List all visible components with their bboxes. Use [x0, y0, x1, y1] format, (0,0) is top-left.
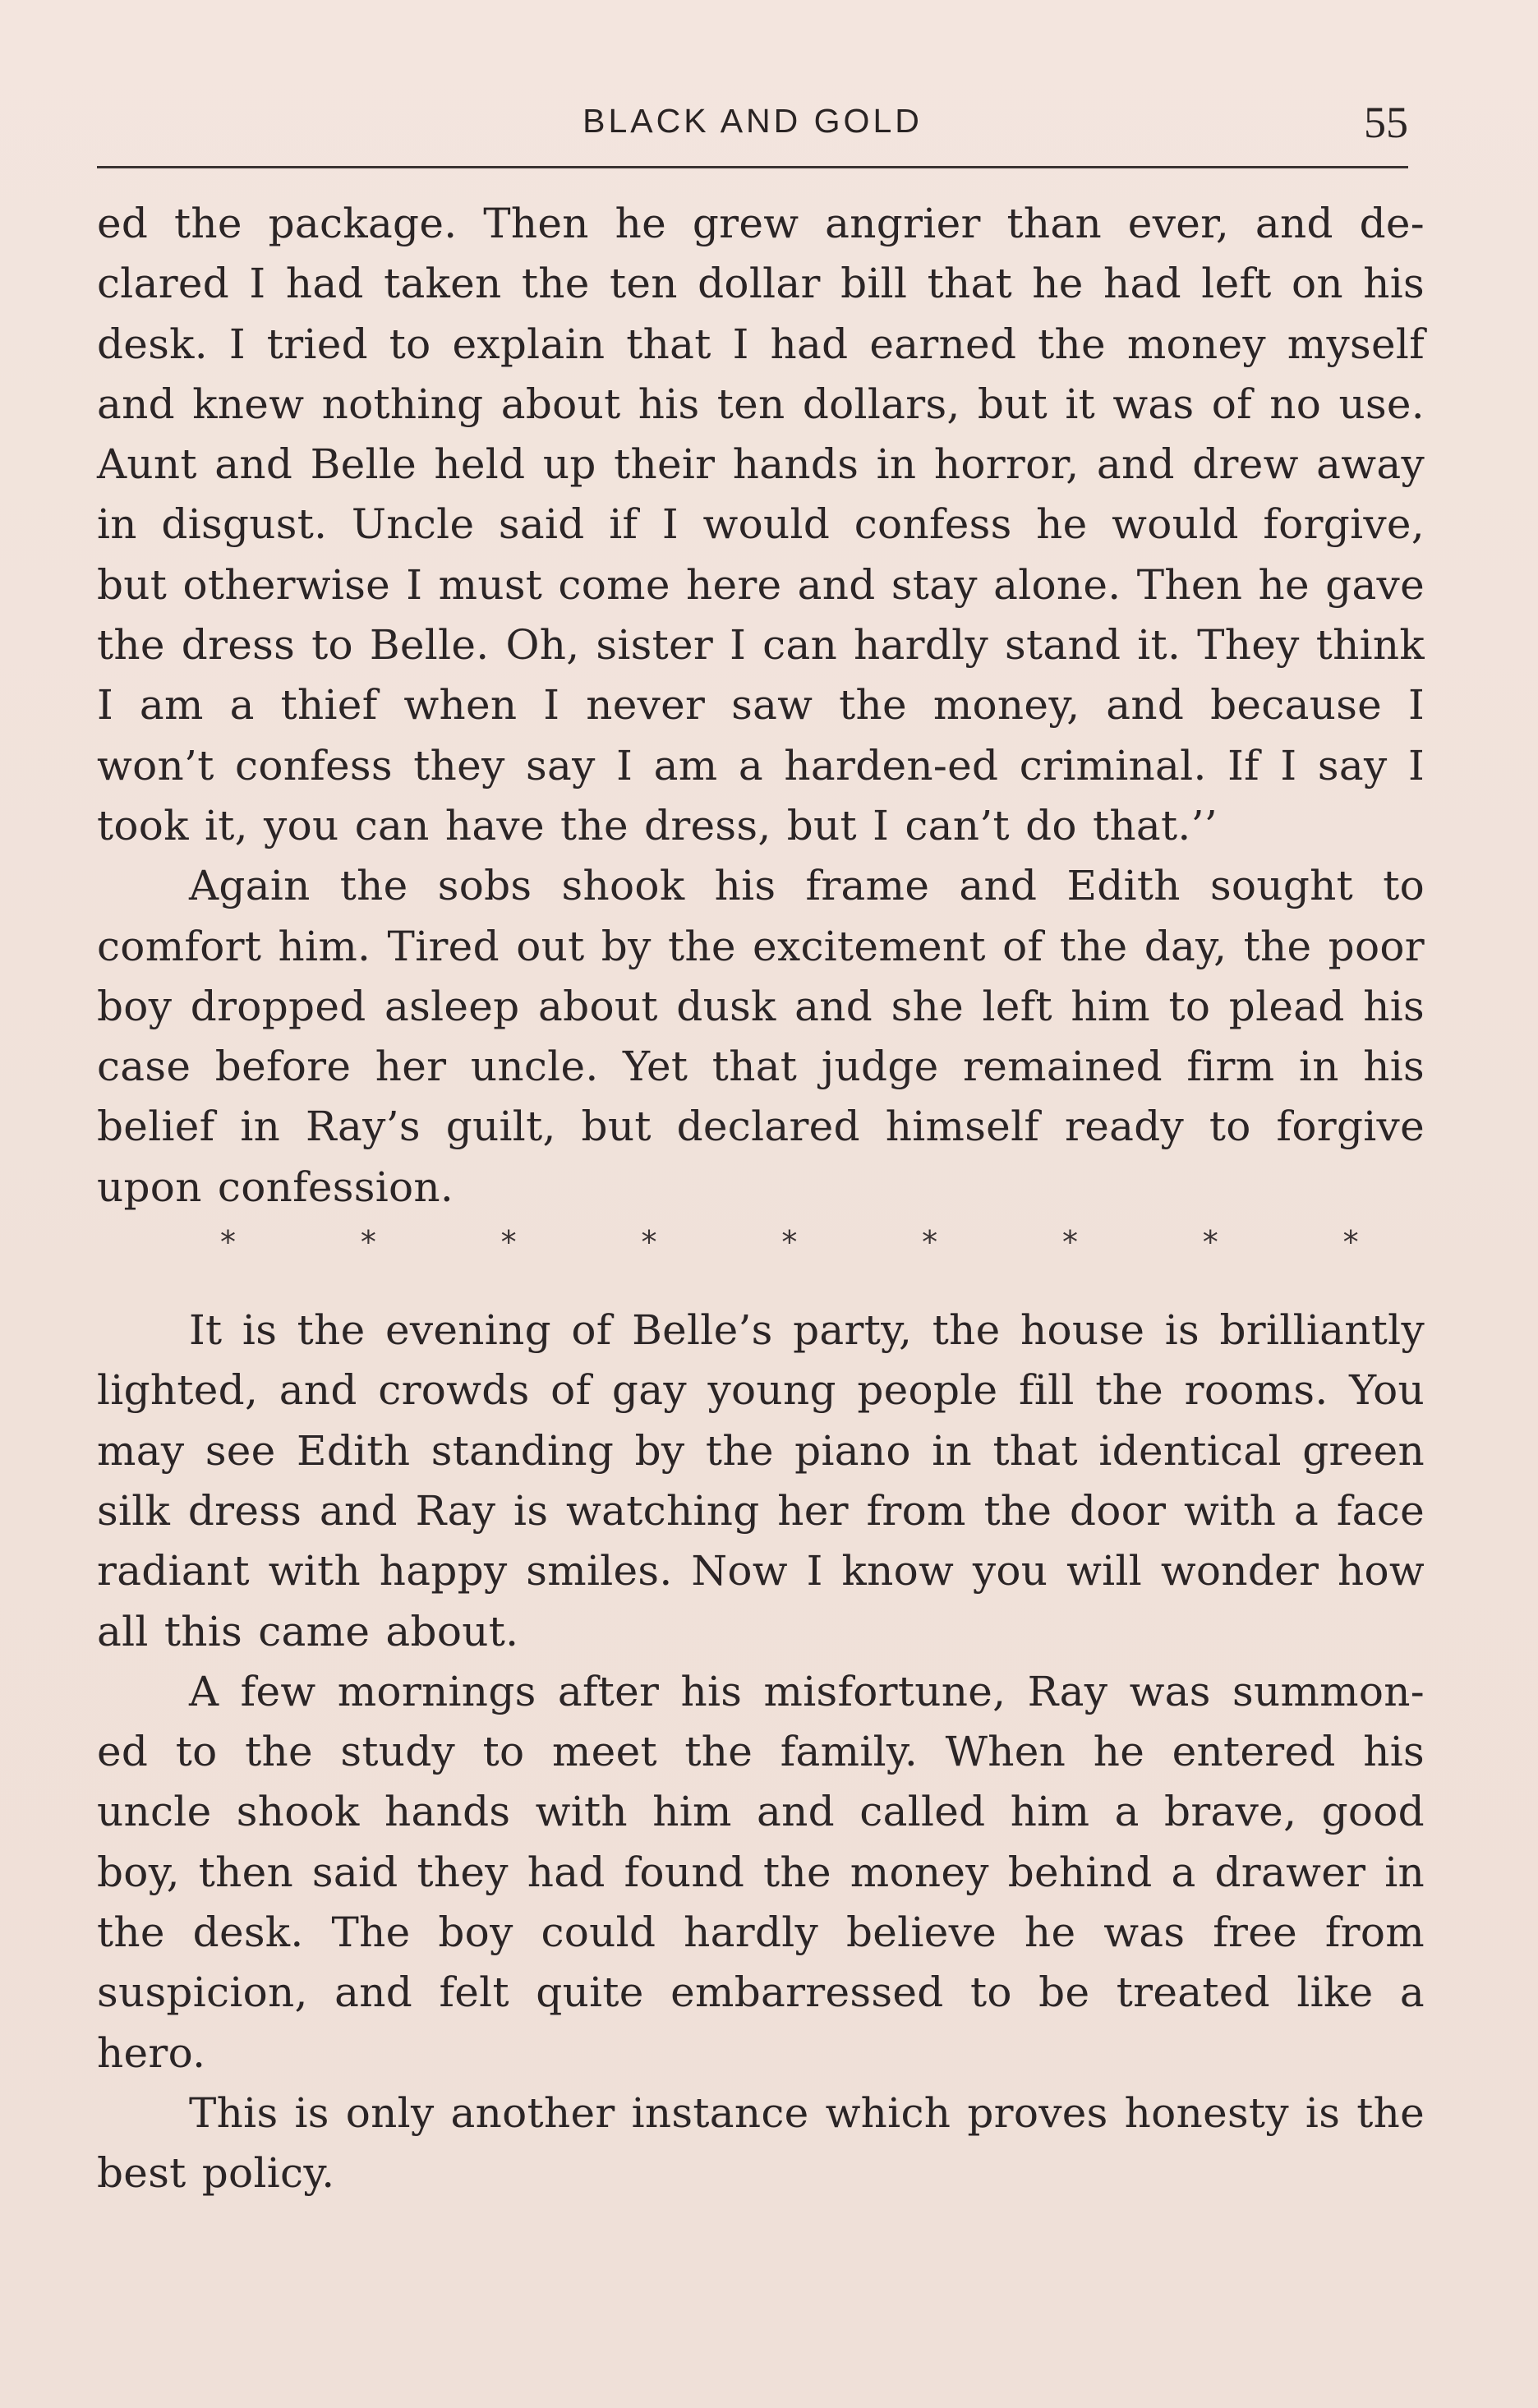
separator-asterisk: * [922, 1224, 938, 1261]
separator-asterisk: * [641, 1224, 657, 1261]
separator-asterisk: * [1342, 1224, 1359, 1261]
paragraph-belles-party: It is the evening of Belle’s party, the house is brilliantly lighted, and crowds of gay young people fill the rooms. You may see Edith standing by the piano in that identical green silk dress and Ray is watching her from the door with a face radiant with happy smiles. Now I know you will wonder how all this came about. [97, 1306, 1425, 1655]
page-number: 55 [1364, 98, 1408, 147]
separator-asterisk: * [220, 1224, 237, 1261]
separator-asterisk: * [360, 1224, 377, 1261]
running-title: BLACK AND GOLD [583, 102, 923, 140]
separator-asterisk: * [1061, 1224, 1079, 1261]
paragraph-continuation: ed the package. Then he grew angrier than ever, and de-clared I had taken the ten dollar bill that he had left on his desk. I tried to explain that I had earned the money myself and knew nothing about his ten dollars, but it was of no use. Aunt and Belle held up their hands in horror, and drew away in disgust. Uncle said if I would confess he would forgive, but otherwise I must come here and stay alone. Then he gave the dress to Belle. Oh, sister I can hardly stand it. They think I am a thief when I never saw the money, and because I won’t confess they say I am a harden-ed criminal. If I say I took it, you can have the dress, but I can’t do that.’’ [97, 200, 1425, 849]
header-rule [97, 166, 1408, 168]
paragraph-few-mornings: A few mornings after his misfortune, Ray was summon-ed to the study to meet the family. When he entered his uncle shook hands with him and called him a brave, good boy, then said they had found the money behind a drawer in the desk. The boy could hardly believe he was free from suspicion, and felt quite embarressed to be treated like a hero. [97, 1667, 1425, 2077]
section-separator [97, 1218, 1425, 1301]
separator-asterisk: * [781, 1224, 798, 1261]
running-head [97, 97, 1408, 163]
separator-asterisk: * [500, 1224, 517, 1261]
paragraph-honesty-policy: This is only another instance which proves honesty is the best policy. [97, 2088, 1425, 2198]
body-text [97, 194, 1425, 2204]
paragraph-again-the-sobs: Again the sobs shook his frame and Edith sought to comfort him. Tired out by the excitement of the day, the poor boy dropped asleep about dusk and she left him to plead his case before her uncle. Yet that judge remained firm in his belief in Ray’s guilt, but declared himself ready to forgive upon confession. [97, 862, 1425, 1211]
separator-asterisk: * [1202, 1224, 1219, 1261]
